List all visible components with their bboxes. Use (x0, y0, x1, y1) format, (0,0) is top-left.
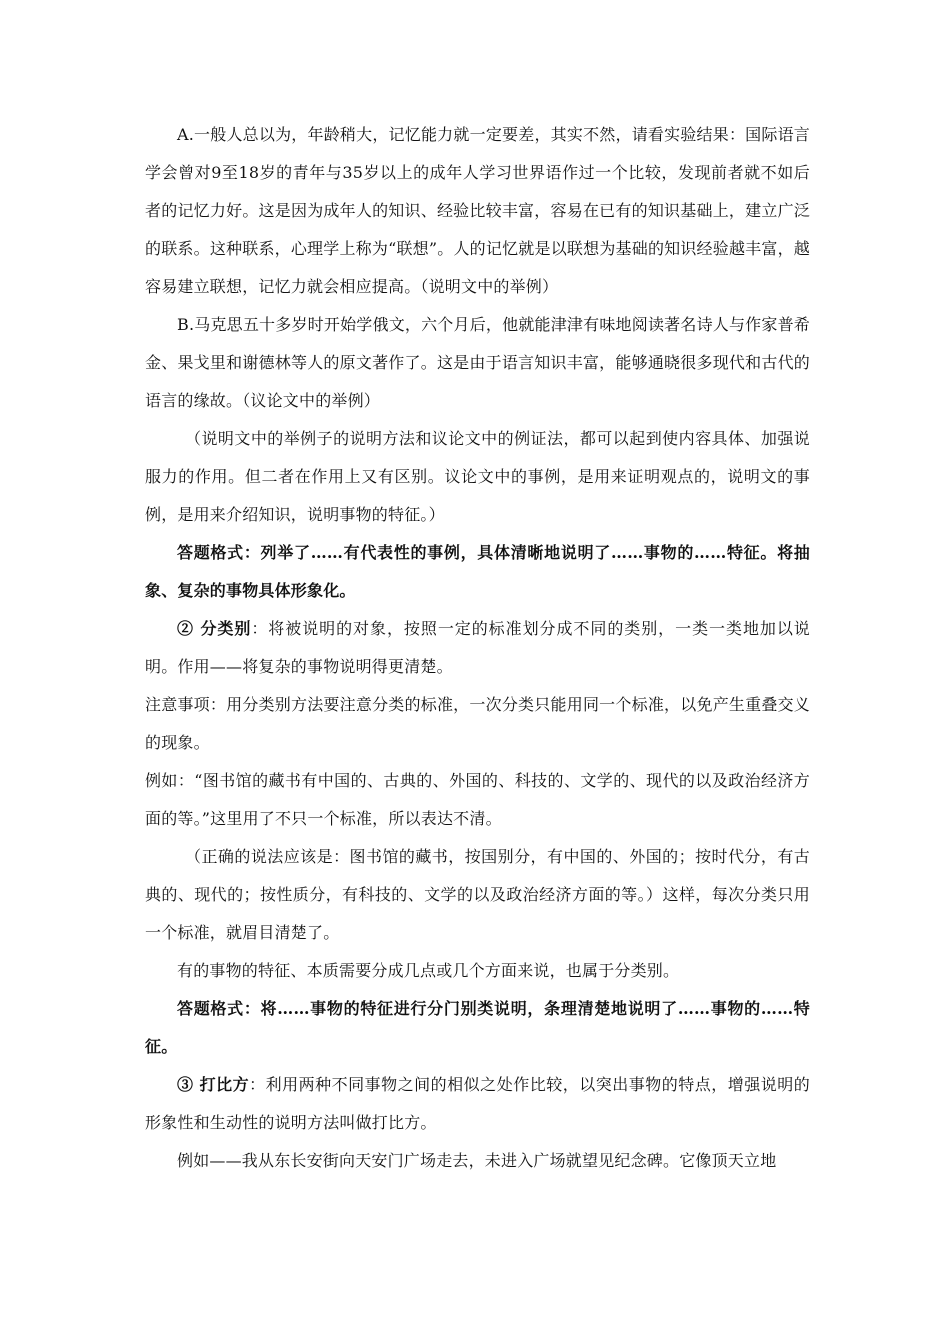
answer-format-classification: 答题格式：将……事物的特征进行分门别类说明，条理清楚地说明了……事物的……特征。 (145, 999, 810, 1056)
correct-statement-paragraph: （正确的说法应该是：图书馆的藏书，按国别分，有中国的、外国的；按时代分，有古典的、现代的；按性质分，有科技的、文学的以及政治经济方面的等。）这样，每次分类只用一个标准，就眉目清楚了。 (145, 847, 810, 942)
comparison-note-paragraph: （说明文中的举例子的说明方法和议论文中的例证法，都可以起到使内容具体、加强说服力的作用。但二者在作用上又有区别。议论文中的事例，是用来证明观点的，说明文的事例，是用来介绍知识，说明事物的特征。） (145, 429, 810, 524)
classification-note-paragraph: 有的事物的特征、本质需要分成几点或几个方面来说，也属于分类别。 (177, 961, 680, 980)
notice-paragraph: 注意事项：用分类别方法要注意分类的标准，一次分类只能用同一个标准，以免产生重叠交义的现象。 (145, 695, 810, 752)
metaphor-paragraph (145, 1066, 810, 1142)
metaphor-term: ③ 打比方 (177, 1075, 250, 1094)
classification-definition: ：将被说明的对象，按照一定的标准划分成不同的类别，一类一类地加以说明。作用——将复杂的事物说明得更清楚。 (145, 619, 810, 676)
example-a-paragraph: A.一般人总以为，年龄稍大，记忆能力就一定要差，其实不然，请看实验结果：国际语言学会曾对9至18岁的青年与35岁以上的成年人学习世界语作过一个比较，发现前者就不如后者的记忆力好。这是因为成年人的知识、经验比较丰富，容易在已有的知识基础上，建立广泛的联系。这种联系，心理学上称为“联想”。人的记忆就是以联想为基础的知识经验越丰富，越容易建立联想，记忆力就会相应提高。（说明文中的举例） (145, 125, 810, 296)
example-b-paragraph: B.马克思五十多岁时开始学俄文，六个月后，他就能津津有味地阅读著名诗人与作家普希金、果戈里和谢德林等人的原文著作了。这是由于语言知识丰富，能够通晓很多现代和古代的语言的缘故。（议论文中的举例） (145, 315, 810, 410)
metaphor-example-paragraph: 例如——我从东长安街向天安门广场走去，未进入广场就望见纪念碑。它像顶天立地 (177, 1151, 777, 1170)
document-body (145, 116, 810, 1180)
answer-format-example: 答题格式：列举了……有代表性的事例，具体清晰地说明了……事物的……特征。将抽象、复杂的事物具体形象化。 (145, 543, 810, 600)
classification-term: ② 分类别 (177, 619, 252, 638)
library-example-paragraph: 例如：“图书馆的藏书有中国的、古典的、外国的、科技的、文学的、现代的以及政治经济方面的等。”这里用了不只一个标准，所以表达不清。 (145, 771, 810, 828)
metaphor-definition: ：利用两种不同事物之间的相似之处作比较，以突出事物的特点，增强说明的形象性和生动性的说明方法叫做打比方。 (145, 1075, 810, 1132)
classification-paragraph (145, 610, 810, 686)
